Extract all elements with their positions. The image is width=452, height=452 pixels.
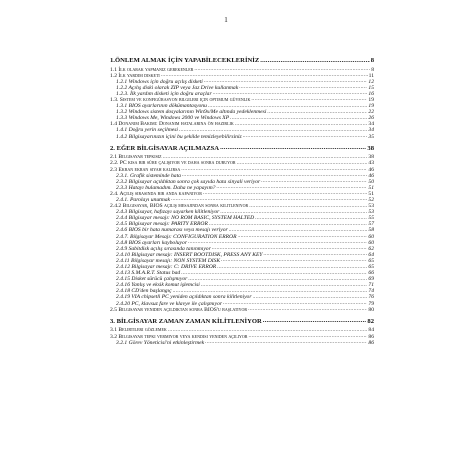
- dot-leader: [263, 317, 367, 325]
- page-number: 1: [224, 16, 228, 24]
- toc-entry-title: 2.3.2 Bilgisayar açıldıktan sonra çok sayıda hata sinyali veriyor: [116, 178, 261, 185]
- toc-entry-page: 76: [368, 294, 374, 301]
- dot-leader: [243, 133, 368, 139]
- toc-entry-title: 2.4.20 PC, klavsuz fare ve klavye ile çalışmıyor: [116, 300, 223, 307]
- toc-entry-title: 2.4.3 Bilgisayar, hafızayı sayarken kilitleniyor: [116, 209, 220, 216]
- toc-entry-page: 86: [368, 333, 374, 340]
- toc-entry-title: 2.5 Bilgisayar yeniden açıldıktan sonra BIOS'u başlatıyor: [110, 306, 248, 313]
- toc-entry-page: 60: [368, 239, 374, 246]
- toc-entry-page: 80: [368, 306, 374, 313]
- toc-entry-page: 26: [368, 115, 374, 122]
- toc-entry-title: 2.3.1. Grafik sisteminde hata: [116, 172, 181, 179]
- toc-entry-title: 1.3.3 Windows Me, Windows 2000 ve Windows XP: [116, 115, 230, 122]
- toc-entry-page: 50: [368, 178, 374, 185]
- toc-chapter-entry[interactable]: [110, 57, 374, 65]
- toc-entry-page: 34: [368, 121, 374, 128]
- toc-entry-title: 2.4.19 VIA chipsetli PC yeniden açıldıktan sonra kilitleniyor: [116, 294, 252, 301]
- toc-entry-title: 2.2. PC kısa bir süre çalışıyor ve daha sonra duruyor: [110, 160, 236, 167]
- toc-entry-title: 2.4.15 Disket sürücü çalışmıyor: [116, 276, 188, 283]
- toc-entry-page: 12: [368, 78, 374, 85]
- toc-entry-title: 3.2.1 Görev Yöneticisi'ni etkinleştirmek: [116, 339, 205, 346]
- toc-entry-title: 2.3.3 Hatayı bulamadım. Daha ne yapayım?: [116, 184, 216, 191]
- toc-entry-title: 3.1 Belirtileri gözlemek: [110, 327, 167, 334]
- toc-entry-title: 2.4.5 Bilgisayar mesajı: PARITY ERROR: [116, 221, 208, 228]
- toc-entry-page: 53: [368, 209, 374, 216]
- toc-entry-page: 52: [368, 196, 374, 203]
- toc-entry[interactable]: [110, 340, 374, 346]
- dot-leader: [205, 339, 367, 345]
- toc-entry-title: 2.4.8 BIOS ayarları kayboluyor: [116, 239, 187, 246]
- toc-entry-page: 19: [368, 103, 374, 110]
- toc-entry-page: 46: [368, 166, 374, 173]
- toc-entry-page: 64: [368, 251, 374, 258]
- toc-entry-title: 2.4.6 BIOS bir hata numarası veya mesajı veriyor: [116, 227, 228, 234]
- toc-entry-title: 2.4.10 Bilgisayar mesajı: INSERT BOOTDISK, PRESS ANY KEY: [116, 251, 263, 258]
- toc-entry-page: 58: [368, 227, 374, 234]
- toc-entry-title: 2.1 Bilgisayar tepkisiz: [110, 154, 162, 161]
- toc-entry-title: 1.4 Donanım Bakımı: Donanım hatalarına ön hazırlık: [110, 121, 234, 128]
- table-of-contents: [110, 57, 374, 346]
- toc-entry-page: 38: [367, 144, 374, 152]
- toc-entry-page: 35: [368, 133, 374, 140]
- toc-entry-title: 2.4.12 Bilgisayar mesajı: C: DRIVE ERROR: [116, 264, 217, 270]
- toc-entry-title: 3. BİLGİSAYAR ZAMAN ZAMAN KİLİTLENİYOR: [110, 317, 262, 325]
- dot-leader: [220, 144, 366, 152]
- toc-chapter-entry[interactable]: [110, 145, 374, 153]
- toc-entry-title: 2.4.2 Bilgisayar, BIOS açılış mesajından sonra kilitleniyor: [110, 203, 249, 210]
- toc-entry-page: 22: [368, 109, 374, 116]
- toc-entry-page: 69: [368, 276, 374, 283]
- toc-entry-title: 2.4. Açılış sırasında bir anda kapanıyor: [110, 190, 202, 197]
- toc-entry-title: 2. EĞER BİLGİSAYAR AÇILMAZSA: [110, 144, 220, 152]
- toc-entry-title: 1.3.1 BIOS ayarlarının dökümantasyonu: [116, 103, 207, 110]
- toc-entry-page: 55: [368, 215, 374, 222]
- toc-entry-page: 8: [370, 57, 374, 64]
- toc-entry-page: 38: [368, 154, 374, 161]
- toc-entry-page: 53: [368, 203, 374, 210]
- toc-entry[interactable]: [110, 307, 374, 313]
- toc-entry-page: 71: [368, 282, 374, 289]
- toc-entry-title: 2.4.18 CD'den başlangıç: [116, 288, 172, 295]
- toc-entry-page: 46: [368, 172, 374, 179]
- toc-entry-title: 2.4.11 Bilgisayar mesajı: NON SYSTEM DISK: [116, 257, 221, 264]
- toc-entry-page: 65: [368, 257, 374, 264]
- toc-entry-title: 1.ÖNLEM ALMAK İÇİN YAPABİLECEKLERİNİZ: [110, 57, 260, 64]
- toc-entry-title: 2.4.4 Bilgisayar mesajı: NO ROM BASIC, SYSTEM HALTED: [116, 215, 255, 222]
- toc-entry-title: 3.2 Bilgisayar tepki vermiyor veya kendisi yeniden açılıyor: [110, 333, 248, 340]
- toc-entry-title: 1.4.2 Bilgisayarınızın içini bu şekilde temizleyebilirsiniz: [116, 133, 242, 140]
- toc-entry-page: 84: [368, 327, 374, 334]
- toc-entry-page: 43: [368, 160, 374, 167]
- toc-entry-page: 62: [368, 245, 374, 252]
- toc-entry-page: 34: [368, 127, 374, 134]
- toc-entry-title: 2.4.16 Yanlış ve eksik komut işlemcisi: [116, 282, 200, 289]
- toc-entry-page: 60: [368, 233, 374, 240]
- toc-entry-page: 16: [368, 90, 374, 97]
- toc-entry-page: 79: [368, 300, 374, 307]
- toc-entry-title: 1.2.2 Açılış diski olarak ZIP veya Jaz Drive kullanmak: [116, 84, 239, 91]
- toc-entry-page: 8: [371, 66, 374, 73]
- toc-entry-title: 1.4.1 Doğru yerin seçilmesi: [116, 127, 178, 134]
- toc-entry-page: 51: [368, 190, 374, 197]
- toc-entry-title: 1.1 İlk olarak yapmanız gerekenler: [110, 66, 194, 73]
- toc-entry-page: 11: [368, 72, 374, 79]
- toc-entry-page: 66: [368, 270, 374, 277]
- toc-entry-title: 2.4.1. Parolayı unutmak: [116, 196, 171, 203]
- toc-entry-page: 65: [368, 264, 374, 270]
- toc-entry[interactable]: [110, 134, 374, 140]
- toc-entry-title: 2.4.7. Bilgisayar Mesajı: CONFIGURATION ERROR: [116, 233, 237, 240]
- toc-entry-title: 1.2.3. İlk yardım disketi için doğru araçlar: [116, 90, 212, 97]
- toc-entry-title: 1.3.2 Windows sistem dosyalarının Win9x/Me altında yedeklenmesi: [116, 109, 267, 116]
- toc-entry-page: 51: [368, 184, 374, 191]
- dot-leader: [248, 306, 367, 312]
- toc-entry-title: 2.4.13 S.M.A.R.T. Status bad: [116, 270, 181, 277]
- toc-entry-page: 19: [368, 96, 374, 103]
- toc-entry-title: 1.2.1 Windows için doğru açılış disketi: [116, 78, 203, 85]
- toc-entry-page: 82: [367, 317, 374, 325]
- toc-entry-title: 2.3 Ekran ekran siyah kalırsa: [110, 166, 181, 173]
- toc-chapter-entry[interactable]: [110, 318, 374, 326]
- dot-leader: [260, 57, 369, 65]
- toc-entry-title: 1.2 İlk yardım disketi: [110, 72, 160, 79]
- toc-entry-title: 2.4.9 Sabitdisk açılış sırasında tanınmıyor: [116, 245, 211, 252]
- toc-entry-page: 15: [368, 84, 374, 91]
- toc-entry-page: 74: [368, 288, 374, 295]
- toc-entry-title: 1.3. Sistem ve konfigürasyon bilgileri için optimum güvenlik: [110, 96, 251, 103]
- toc-entry-page: 86: [368, 339, 374, 346]
- toc-entry-page: 57: [368, 221, 374, 228]
